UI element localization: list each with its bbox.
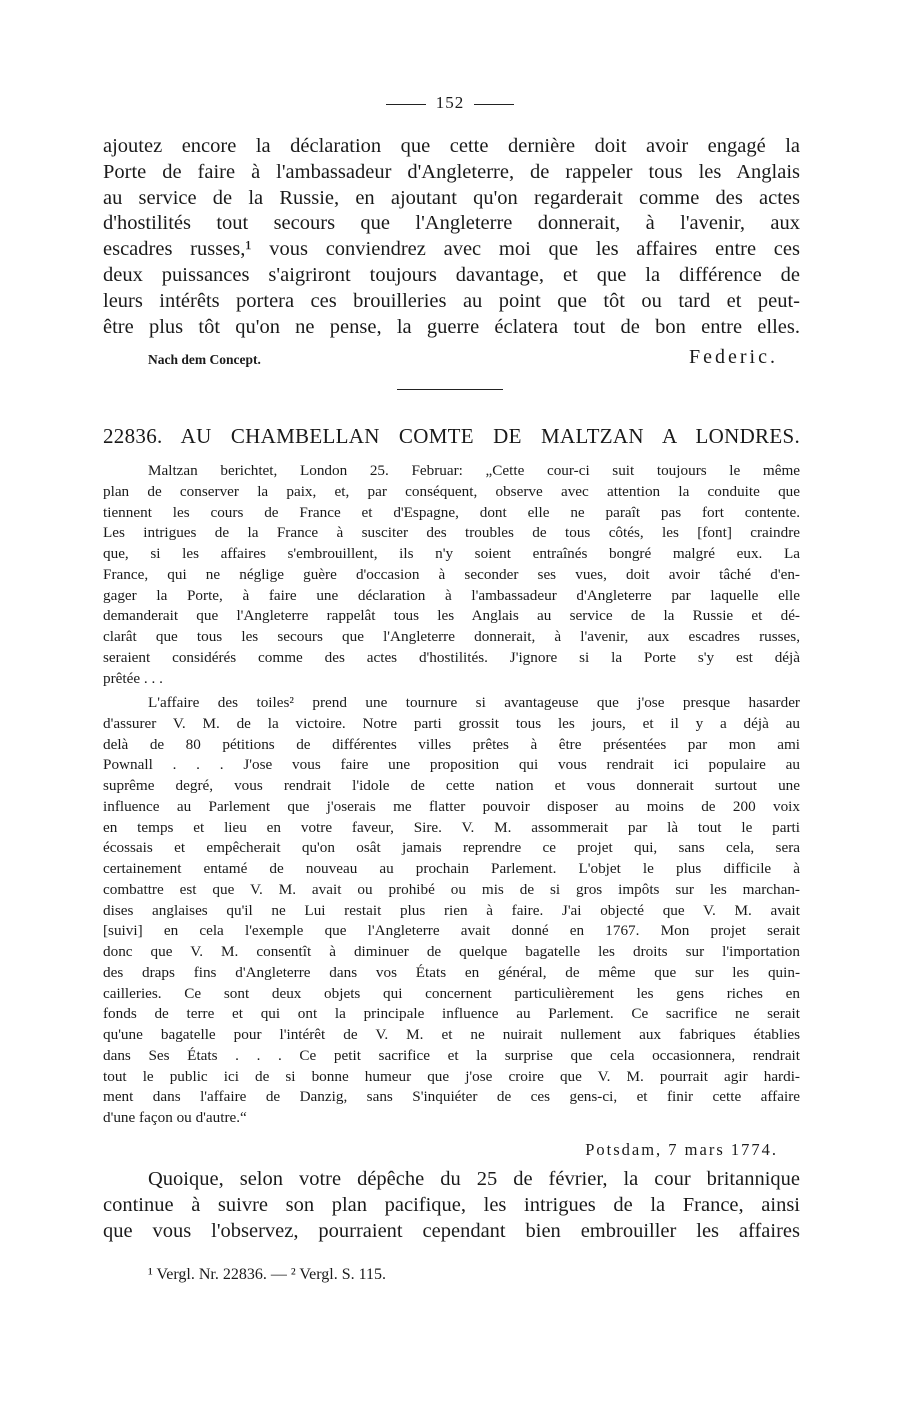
text-line: que, si les affaires s'embrouillent, ils n'y soient entraînés bongré malgré eux. La [103,545,800,562]
text-line: Porte de faire à l'ambassadeur d'Angleterre, de rappeler tous les Anglais [103,160,800,183]
text-line: qu'une bagatelle pour l'intérêt de V. M. et ne nuirait nullement aux fabriques établies [103,1026,800,1043]
page-number-dash-left [386,104,426,105]
text-line: certainement entamé de nouveau au prochain Parlement. L'objet le plus difficile à [103,860,800,877]
page-number [0,93,900,113]
text-line: combattre est que V. M. avait ou prohibé ou mis de si gros impôts sur les marchan- [103,880,800,898]
text-line: d'assurer V. M. de la victoire. Notre parti grossit tous les jours, et il y a déjà au [103,714,800,732]
text-line: être plus tôt qu'on ne pense, la guerre éclatera tout de bon entre elles. [103,315,800,338]
text-line: seraient considérés comme des actes d'hostilités. J'ignore si la Porte s'y est déjà [103,648,800,666]
text-line: cailleries. Ce sont deux objets qui concernent particulièrement les gens riches en [103,984,800,1002]
text-line: escadres russes,¹ vous conviendrez avec moi que les affaires entre ces [103,238,800,261]
text-line: en temps et lieu en votre faveur, Sire. V. M. assommerait par là tout le parti [103,818,800,836]
text-line: écossais et empêcherait qu'on osât jamais reprendre ce projet qui, sans cela, sera [103,839,800,857]
text-line: que vous l'observez, pourraient cependant bien embrouiller les affaires [103,1219,800,1242]
text-line: au service de la Russie, en ajoutant qu'on regarderait comme des actes [103,186,800,209]
page-number-text: 152 [435,93,465,112]
text-line: delà de 80 pétitions de différentes villes prêtes à être présentées par mon ami [103,735,800,753]
text-line: plan de conserver la paix, et, par conséquent, observe avec attention la conduite que [103,482,800,500]
signoff [148,346,778,372]
text-line: d'une façon ou d'autre.“ [103,1109,247,1126]
text-line: donc que V. M. consentît à diminuer de quelque bagatelle les droits sur l'importation [103,943,800,960]
text-line: ajoutez encore la déclaration que cette dernière doit avoir engagé la [103,135,800,157]
text-line: dans Ses États . . . Ce petit sacrifice et la surprise que cela occasionnera, rendrait [103,1046,800,1064]
text-line: d'hostilités tout secours que l'Angleterre donnerait, à l'avenir, aux [103,212,800,235]
text-line: Pownall . . . J'ose vous faire une proposition qui vous rendrait ici populaire au [103,756,800,774]
text-line: prêtée . . . [103,669,163,687]
page-number-dash-right [474,104,514,105]
closing-paragraph [103,1167,800,1244]
footnotes: ¹ Vergl. Nr. 22836. — ² Vergl. S. 115. [148,1266,387,1283]
text-line: deux puissances s'aigriront toujours davantage, et que la différence de [103,263,800,286]
text-line: des draps fins d'Angleterre dans vos États en général, de même que sur les quin- [103,963,800,981]
text-line: demanderait que l'Angleterre rappelât tous les Anglais au service de la Russie et dé- [103,607,800,625]
opening-paragraph [103,134,800,340]
signature: Federic. [689,346,778,368]
text-line: L'affaire des toiles² prend une tournure si avantageuse que j'ose presque hasarder [148,694,800,711]
text-line: Les intrigues de la France à susciter des troubles de tous côtés, les [font] craindre [103,524,800,542]
text-line: Quoique, selon votre dépêche du 25 de février, la cour britannique [148,1168,800,1190]
text-line: influence au Parlement que j'oserais me flatter pouvoir disposer au moins de 200 voix [103,797,800,815]
text-line: gager la Porte, à faire une déclaration à l'ambassadeur d'Angleterre par laquelle elle [103,586,800,604]
dateline: Potsdam, 7 mars 1774. [585,1140,778,1159]
letter-heading: 22836. AU CHAMBELLAN COMTE DE MALTZAN A LONDRES. [103,424,800,448]
report-paragraph-2 [103,693,800,1129]
source-note: Nach dem Concept. [148,352,261,367]
text-line: leurs intérêts portera ces brouilleries au point que tôt ou tard et peut- [103,289,800,312]
text-line: continue à suivre son plan pacifique, les intrigues de la France, ainsi [103,1193,800,1216]
text-line: [suivi] en cela l'exemple que l'Angleterre avait donné en 1767. Mon projet serait [103,922,800,940]
text-line: fonds de terre et qui ont la principale influence au Parlement. Ce sacrifice ne serait [103,1005,800,1023]
text-line: ment dans l'affaire de Danzig, sans S'inquiéter de ces gens-ci, et finir cette affaire [103,1088,800,1106]
text-line: tout le public ici de si bonne humeur que j'ose croire que V. M. pourrait agir hardi- [103,1067,800,1085]
text-line: France, qui ne néglige guère d'occasion à seconder ses vues, doit avoir tâché d'en- [103,565,800,583]
text-line: suprême degré, vous rendrait l'idole de cette nation et vous donnerait surtout une [103,777,800,794]
text-line: Maltzan berichtet, London 25. Februar: „Cette cour-ci suit toujours le même [148,462,800,479]
report-paragraph-1 [103,461,800,689]
text-line: dises anglaises qu'il ne Lui restait plus rien à faire. J'ai objecté que V. M. avait [103,901,800,919]
text-line: clarât que tous les secours que l'Angleterre donnerait, à l'avenir, aux escadres russes, [103,628,800,645]
text-line: tiennent les cours de France et d'Espagne, dont elle ne paraît pas fort contente. [103,503,800,521]
section-divider [397,389,503,390]
